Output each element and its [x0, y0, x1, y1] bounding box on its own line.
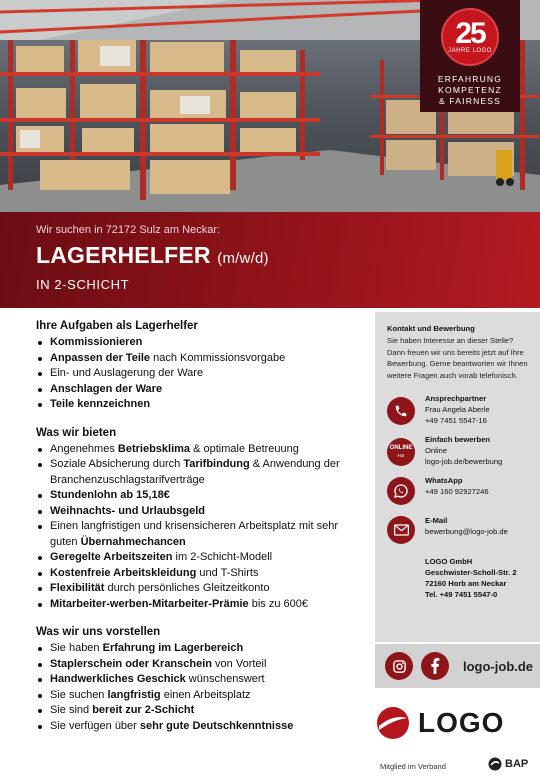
gender-note: (m/w/d): [217, 250, 269, 267]
contact-person[interactable]: [387, 393, 530, 426]
hero-warehouse-photo: [0, 0, 540, 212]
company-phone[interactable]: Tel. +49 7451 5547-0: [425, 590, 498, 599]
online-apply[interactable]: [387, 434, 530, 467]
whatsapp-icon: [387, 477, 415, 505]
requirements-list: [36, 641, 366, 734]
task-list: [36, 335, 366, 413]
website-link[interactable]: logo-job.de: [463, 658, 534, 674]
job-title-text: LAGERHELFER: [36, 242, 211, 268]
contact-heading: Kontakt und Bewerbung: [387, 324, 475, 333]
tagline-line: & FAIRNESS: [438, 96, 502, 106]
email-contact[interactable]: [387, 515, 530, 544]
email-text: [425, 515, 508, 537]
online-icon-sub: Hot: [397, 453, 405, 458]
anniversary-circle: [441, 8, 499, 66]
online-icon: [387, 438, 415, 466]
list-item: Sie sind bereit zur 2-Schicht: [36, 703, 366, 719]
title-band: [0, 212, 540, 308]
bap-wordmark: BAP: [505, 758, 529, 770]
logo-wordmark: LOGO: [418, 707, 505, 738]
job-location: Wir suchen in 72172 Sulz am Neckar:: [36, 224, 221, 236]
list-item: Kommissionieren: [36, 335, 366, 351]
list-item: Sie verfügen über sehr gute Deutschkenntnisse: [36, 719, 366, 735]
job-description: [36, 320, 366, 734]
whatsapp-contact[interactable]: [387, 475, 530, 505]
list-item: Geregelte Arbeitszeiten im 2-Schicht-Modell: [36, 550, 366, 566]
anniversary-badge: [420, 0, 520, 112]
company-name: LOGO GmbH: [425, 557, 473, 566]
contact-person-text: [425, 393, 490, 426]
section-title: Ihre Aufgaben als Lagerhelfer: [36, 320, 198, 332]
instagram-icon[interactable]: [385, 652, 413, 680]
logo-mark-icon: [376, 706, 410, 740]
email-address[interactable]: bewerbung@logo-job.de: [425, 527, 508, 536]
list-item: Sie haben Erfahrung im Lagerbereich: [36, 641, 366, 657]
membership-note: Mitglied im Verband: [380, 762, 446, 771]
contact-phone[interactable]: +49 7451 5547-16: [425, 416, 487, 425]
section-requirements: [36, 626, 366, 734]
tagline-line: ERFAHRUNG: [437, 74, 503, 84]
list-item: Handwerkliches Geschick wünschenswert: [36, 672, 366, 688]
list-item: Flexibilität durch persönliches Gleitzeitkonto: [36, 581, 366, 597]
list-item: Mitarbeiter-werben-Mitarbeiter-Prämie bis zu 600€: [36, 597, 366, 613]
list-item: Sie suchen langfristig einen Arbeitsplatz: [36, 688, 366, 704]
section-title: Was wir uns vorstellen: [36, 626, 161, 638]
contact-name: Frau Angela Aberle: [425, 405, 490, 414]
anniversary-number: 25: [455, 17, 485, 50]
contact-label: Ansprechpartner: [425, 394, 487, 403]
contact-label: WhatsApp: [425, 476, 463, 485]
section-offer: [36, 427, 366, 613]
list-item: Anpassen der Teile nach Kommissionsvorgabe: [36, 351, 366, 367]
social-bar: [375, 644, 540, 688]
list-item: Kostenfreie Arbeitskleidung und T-Shirts: [36, 566, 366, 582]
list-item: Soziale Absicherung durch Tarifbindung & Anwendung der Branchenzuschlagstarifverträge: [36, 457, 366, 488]
tagline-line: KOMPETENZ: [438, 85, 502, 95]
contact-intro: Sie haben Interesse an dieser Stelle? Dann freuen wir uns bereits jetzt auf Ihre Bewerbung. Gerne beantworten wir Ihnen weitere Fragen auch vorab telefonisch.: [387, 336, 528, 380]
whatsapp-number[interactable]: +49 160 92927246: [425, 487, 489, 496]
bap-mark-icon: [488, 757, 502, 771]
apply-link[interactable]: logo-job.de/bewerbung: [425, 457, 503, 466]
list-item: Weihnachts- und Urlaubsgeld: [36, 504, 366, 520]
section-title: Was wir bieten: [36, 426, 117, 439]
anniversary-sub: JAHRE LOGO: [448, 48, 492, 54]
section-tasks: [36, 320, 366, 413]
anniversary-tagline: [438, 74, 502, 107]
job-title: [36, 242, 540, 269]
list-item: Teile kennzeichnen: [36, 397, 366, 413]
mail-icon: [387, 516, 415, 544]
list-item: Ein- und Auslagerung der Ware: [36, 366, 366, 382]
online-label: Online: [425, 446, 447, 455]
job-subtitle: IN 2-SCHICHT: [36, 277, 130, 292]
contact-label: E-Mail: [425, 516, 448, 525]
online-apply-text: [425, 434, 502, 467]
phone-icon: [387, 397, 415, 425]
contact-label: Einfach bewerben: [425, 435, 490, 444]
online-icon-label: ONLINE: [389, 445, 413, 451]
list-item: Anschlagen der Ware: [36, 382, 366, 398]
bap-logo: [488, 757, 528, 771]
list-item: Angenehmes Betriebsklima & optimale Betreuung: [36, 442, 366, 458]
list-item: Staplerschein oder Kranschein von Vorteil: [36, 657, 366, 673]
contact-sidebar: [375, 312, 540, 642]
offer-list: [36, 442, 366, 613]
facebook-icon[interactable]: [421, 652, 449, 680]
list-item: Stundenlohn ab 15,18€: [36, 488, 366, 504]
company-address: [425, 556, 530, 600]
list-item: Einen langfristigen und krisensicheren Arbeitsplatz mit sehr guten Übernahmechancen: [36, 519, 366, 550]
whatsapp-text: [425, 475, 489, 497]
address-street: Geschwister-Scholl-Str. 2: [425, 568, 517, 577]
address-city: 72160 Horb am Neckar: [425, 579, 507, 588]
company-logo: [376, 706, 504, 740]
